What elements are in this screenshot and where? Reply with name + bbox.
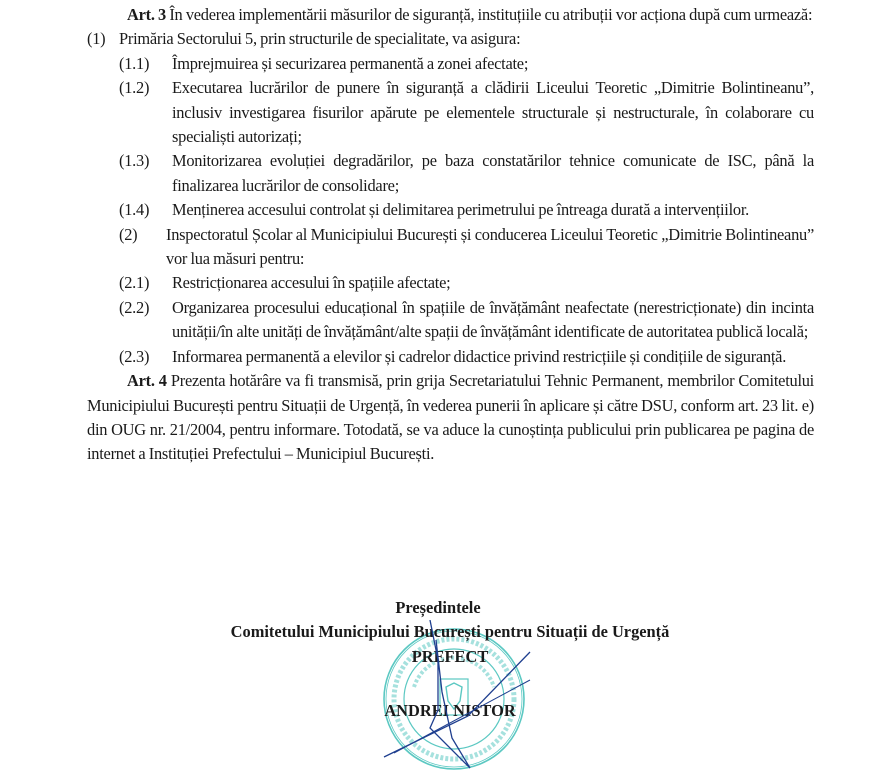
list-label: (2.2)	[119, 297, 150, 317]
list-item-1-1	[87, 52, 814, 76]
list-text: Inspectoratul Școlar al Municipiului București și conducerea Liceului Teoretic „Dimitrie Bolintineanu” vor lua măsuri pentru:	[166, 224, 814, 269]
list-item-2	[87, 223, 814, 272]
list-label: (1.1)	[119, 53, 150, 73]
signature-name: ANDREI NISTOR	[384, 701, 516, 721]
list-item-2-3	[87, 345, 814, 369]
list-label: (2)	[119, 224, 138, 244]
list-item-2-2	[87, 296, 814, 345]
list-text: Restricționarea accesului în spațiile afectate;	[172, 273, 451, 293]
list-label: (1.4)	[119, 200, 150, 220]
list-label: (1)	[87, 29, 106, 49]
list-label: (2.1)	[119, 273, 150, 293]
article-3-heading: Art. 3	[127, 5, 166, 24]
signature-role: PREFECT	[411, 646, 489, 666]
signature-block	[0, 596, 876, 724]
signature-title: Președintele	[395, 598, 481, 617]
list-item-1-3	[87, 149, 814, 198]
list-text: Monitorizarea evoluției degradărilor, pe baza constatărilor tehnice comunicate de ISC, până la finalizarea lucrărilor de consolidare;	[172, 151, 814, 195]
list-label: (1.2)	[119, 78, 150, 98]
list-item-2-1	[87, 271, 814, 295]
list-text: Primăria Sectorului 5, prin structurile de specialitate, va asigura:	[119, 29, 521, 49]
list-text: Menținerea accesului controlat și delimitarea perimetrului pe întreaga durată a intervențiilor.	[172, 200, 749, 220]
list-item-1-2	[87, 76, 814, 149]
signature-committee: Comitetului Municipiului București pentru Situații de Urgență	[230, 622, 670, 642]
list-text: Executarea lucrărilor de punere în siguranță a clădirii Liceului Teoretic „Dimitrie Bolintineanu”, inclusiv investigarea fisurilor apărute pe elementele structurale și nestructurale, în colaborare cu specialiști autorizați;	[172, 78, 814, 147]
article-4-text: Prezenta hotărâre va fi transmisă, prin grija Secretariatului Tehnic Permanent, membrilor Comitetului Municipiului București pentru Situații de Urgență, în vederea punerii în aplicare și către DSU, conform art. 23 lit. e) din OUG nr. 21/2004, pentru informare. Totodată, se va aduce la cunoștința publicului prin publicarea pe pagina de internet a Instituției Prefectului – Municipiul București.	[87, 371, 814, 464]
list-text: Informarea permanentă a elevilor și cadrelor didactice privind restricțiile și condițiile de siguranță.	[172, 346, 787, 366]
article-4-heading: Art. 4	[127, 371, 167, 391]
article-3-intro	[87, 3, 814, 27]
list-label: (2.3)	[119, 346, 150, 366]
list-label: (1.3)	[119, 151, 150, 171]
list-text: Împrejmuirea și securizarea permanentă a zonei afectate;	[172, 53, 529, 73]
signature-space	[0, 669, 876, 699]
article-4	[87, 369, 814, 467]
document-page	[87, 3, 814, 467]
list-item-1-4	[87, 198, 814, 222]
article-3-intro-text: În vederea implementării măsurilor de siguranță, instituțiile cu atribuții vor acționa după cum urmează:	[165, 5, 813, 24]
list-text: Organizarea procesului educațional în spațiile de învățământ neafectate (nerestricționate) din incinta unității/în alte unități de învățământ/alte spații de învățământ identificate de autoritatea publică locală;	[172, 297, 814, 342]
list-item-1	[87, 27, 814, 51]
